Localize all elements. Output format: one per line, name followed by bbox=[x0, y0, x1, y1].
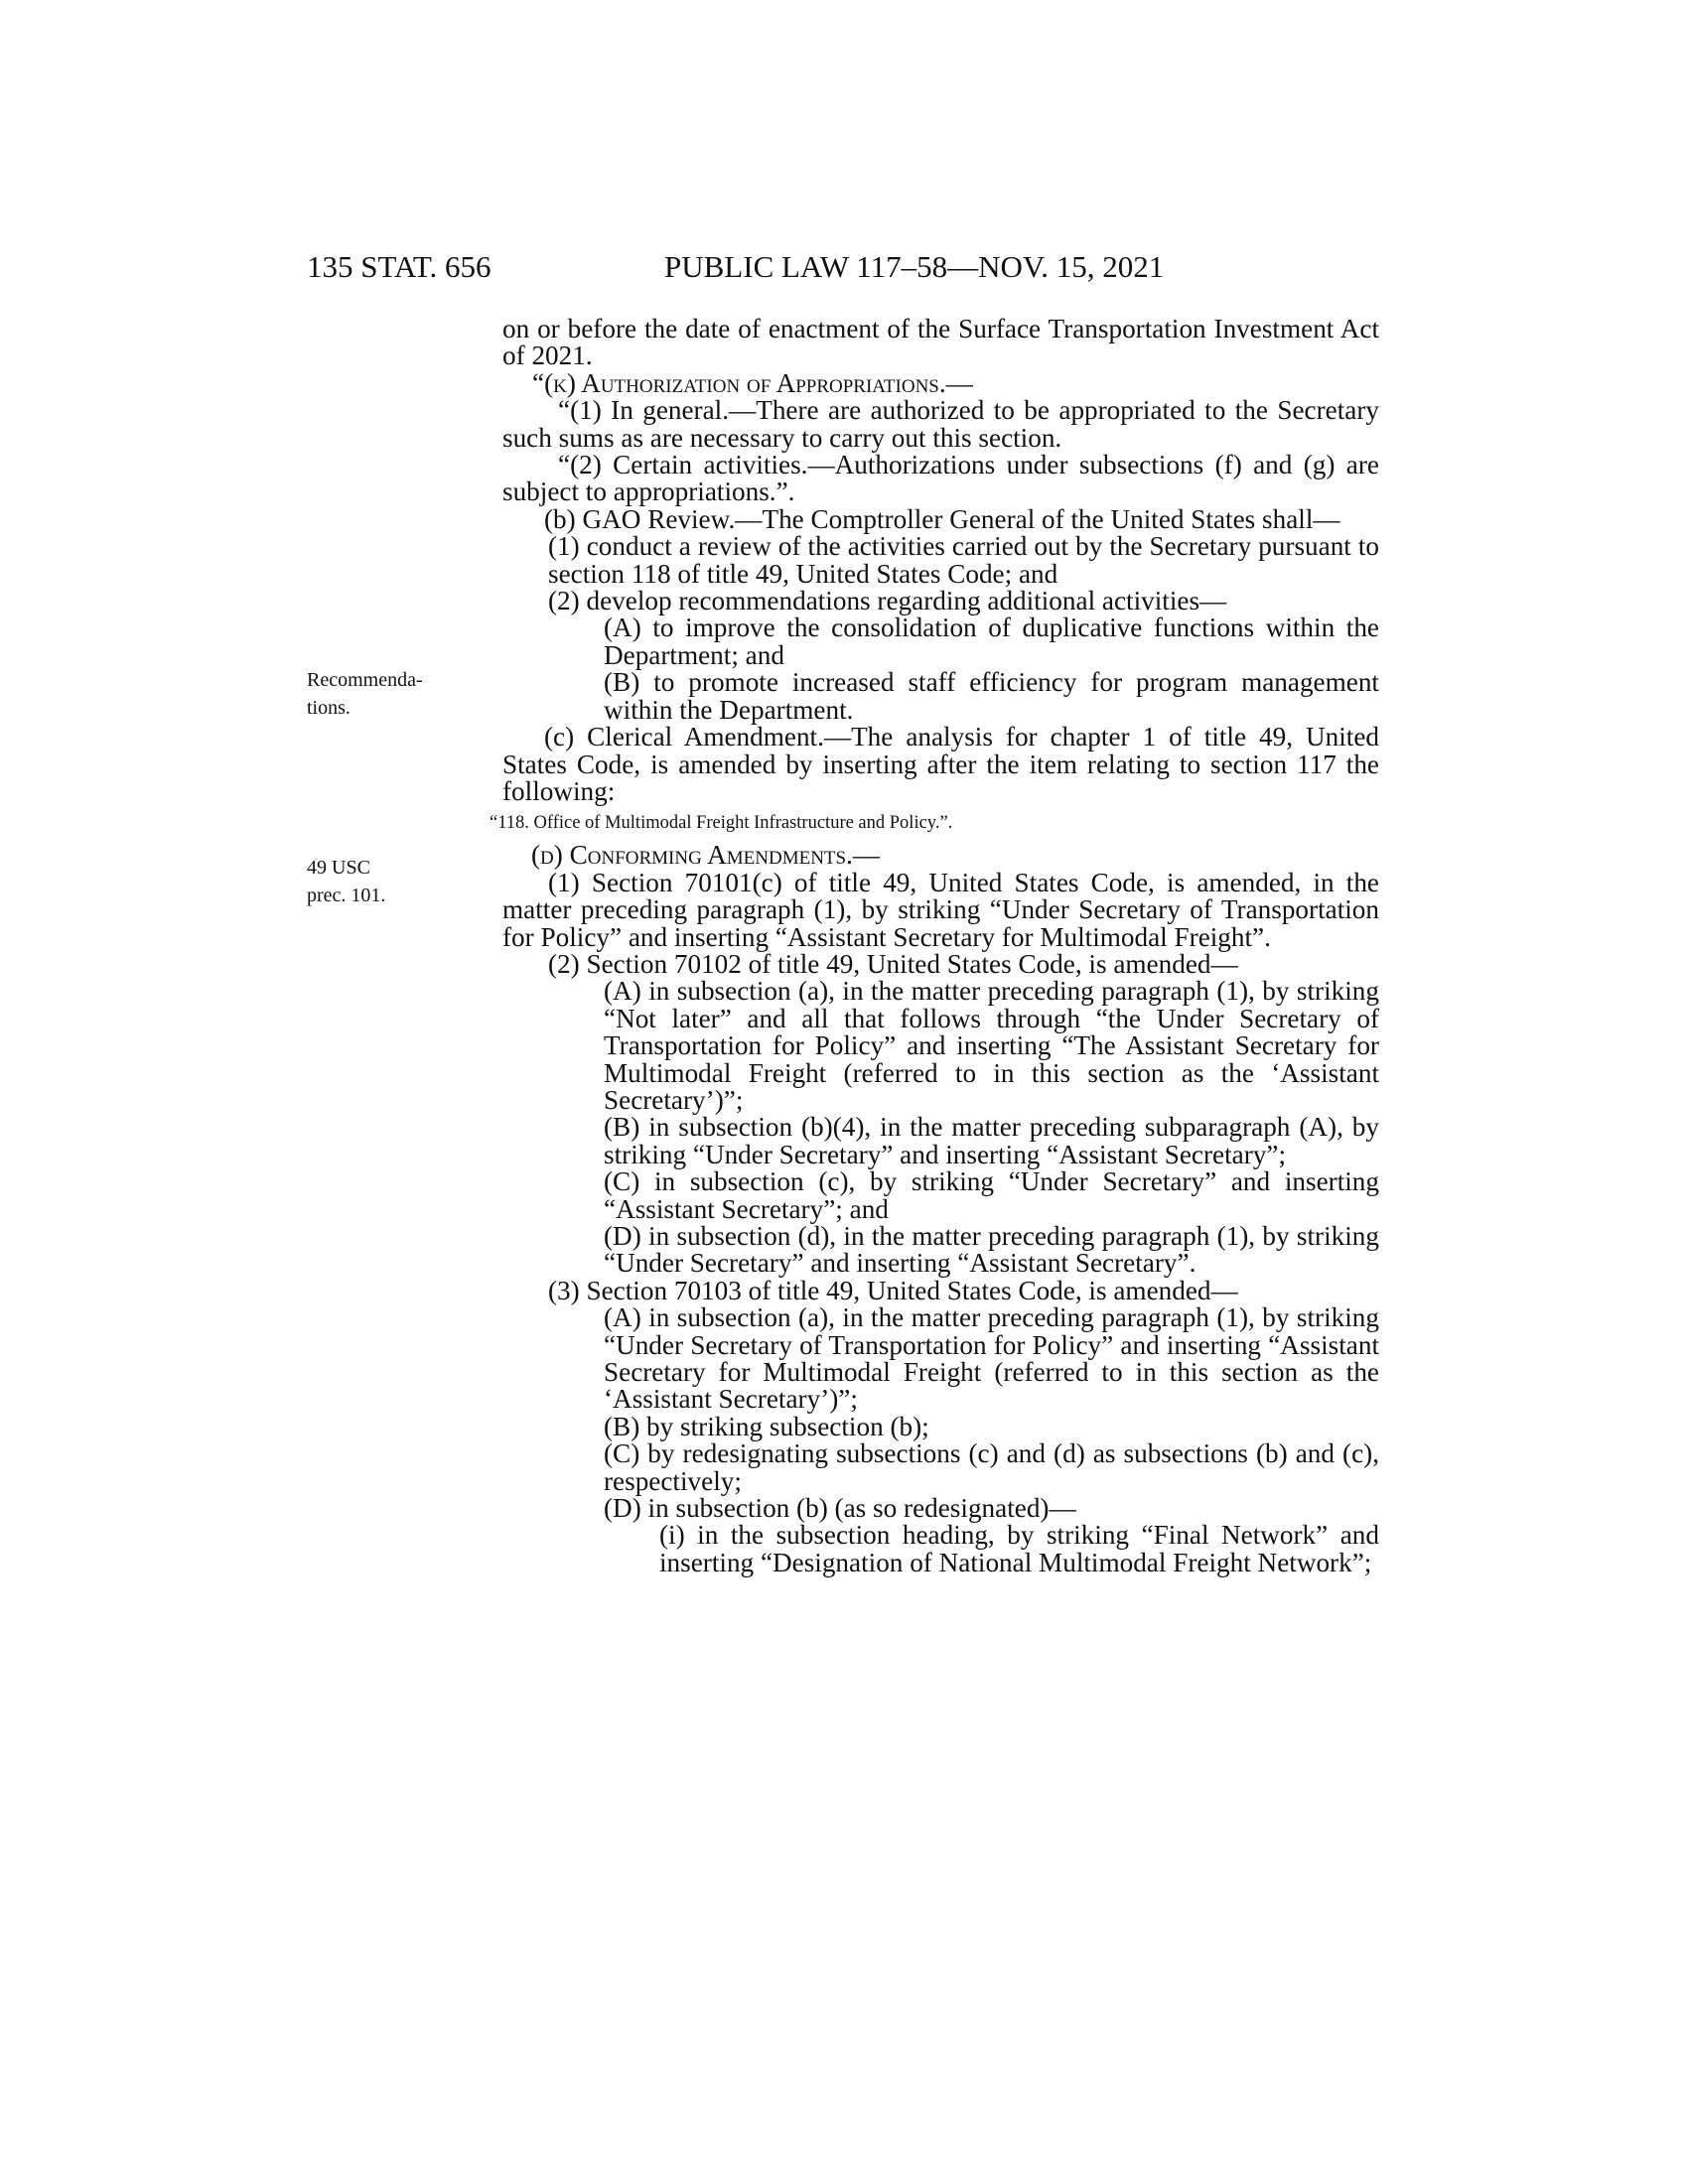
paragraph: (2) develop recommendations regarding additional activities— bbox=[548, 586, 1227, 616]
paragraph: “(1) In general.—There are authorized to be appropriated to the Secretary such sums as are necessary to carry out this section. bbox=[502, 395, 1379, 453]
running-head: PUBLIC LAW 117–58—NOV. 15, 2021 bbox=[664, 249, 1165, 284]
paragraph: (B) by striking subsection (b); bbox=[604, 1411, 929, 1441]
paragraph: (i) in the subsection heading, by striking “Final Network” and inserting “Designation of National Multimodal Freight Network”; bbox=[659, 1520, 1379, 1577]
subsection-heading: (d) Conforming Amendments.— bbox=[531, 840, 881, 871]
margin-note-usc: 49 USC prec. 101. bbox=[307, 857, 386, 906]
paragraph: (c) Clerical Amendment.—The analysis for chapter 1 of title 49, United States Code, is amended by inserting after the item relating to section 117 the following: bbox=[502, 722, 1379, 806]
paragraph: (C) by redesignating subsections (c) and (d) as subsections (b) and (c), respectively; bbox=[604, 1438, 1379, 1496]
stat-page-number: 135 STAT. 656 bbox=[307, 249, 492, 284]
statute-body bbox=[490, 314, 1379, 1577]
margin-note-recommendations: Recommenda- tions. bbox=[307, 669, 423, 719]
paragraph: (1) conduct a review of the activities carried out by the Secretary pursuant to section 118 of title 49, United States Code; and bbox=[548, 531, 1379, 589]
subsection-heading: “(k) Authorization of Appropriations.— bbox=[532, 367, 973, 398]
paragraph: (A) in subsection (a), in the matter preceding paragraph (1), by striking “Not later” and all that follows through “the Under Secretary of Transportation for Policy” and inserting “The Assistant Secretary for Multimodal Freight (referred to in this section as the ‘Assistant Secretary’)”; bbox=[604, 976, 1379, 1115]
paragraph: (2) Section 70102 of title 49, United States Code, is amended— bbox=[548, 948, 1238, 979]
paragraph: (A) to improve the consolidation of duplicative functions within the Department; and bbox=[604, 613, 1379, 670]
paragraph: (B) to promote increased staff efficiency for program management within the Department. bbox=[604, 667, 1379, 725]
paragraph: (A) in subsection (a), in the matter preceding paragraph (1), by striking “Under Secretary of Transportation for Policy” and inserting “Assistant Secretary for Multimodal Freight (referred to in this section as the ‘Assistant Secretary’)”; bbox=[604, 1302, 1379, 1415]
paragraph: (D) in subsection (b) (as so redesignated)— bbox=[604, 1493, 1076, 1524]
chapter-analysis-item: “118. Office of Multimodal Freight Infrastructure and Policy.”. bbox=[490, 813, 953, 834]
paragraph: on or before the date of enactment of the Surface Transportation Investment Act of 2021. bbox=[502, 314, 1379, 371]
paragraph: (3) Section 70103 of title 49, United States Code, is amended— bbox=[548, 1275, 1238, 1305]
paragraph: (B) in subsection (b)(4), in the matter preceding subparagraph (A), by striking “Under Secretary” and inserting “Assistant Secretary”; bbox=[604, 1112, 1379, 1169]
paragraph: (D) in subsection (d), in the matter preceding paragraph (1), by striking “Under Secretary” and inserting “Assistant Secretary”. bbox=[604, 1221, 1379, 1279]
paragraph: (C) in subsection (c), by striking “Under Secretary” and inserting “Assistant Secretary”; and bbox=[604, 1166, 1379, 1224]
paragraph: “(2) Certain activities.—Authorizations under subsections (f) and (g) are subject to appropriations.”. bbox=[502, 450, 1379, 507]
paragraph: (1) Section 70101(c) of title 49, United States Code, is amended, in the matter preceding paragraph (1), by striking “Under Secretary of Transportation for Policy” and inserting “Assistant Secretary for Multimodal Freight”. bbox=[502, 867, 1379, 952]
paragraph: (b) GAO Review.—The Comptroller General of the United States shall— bbox=[544, 503, 1340, 534]
